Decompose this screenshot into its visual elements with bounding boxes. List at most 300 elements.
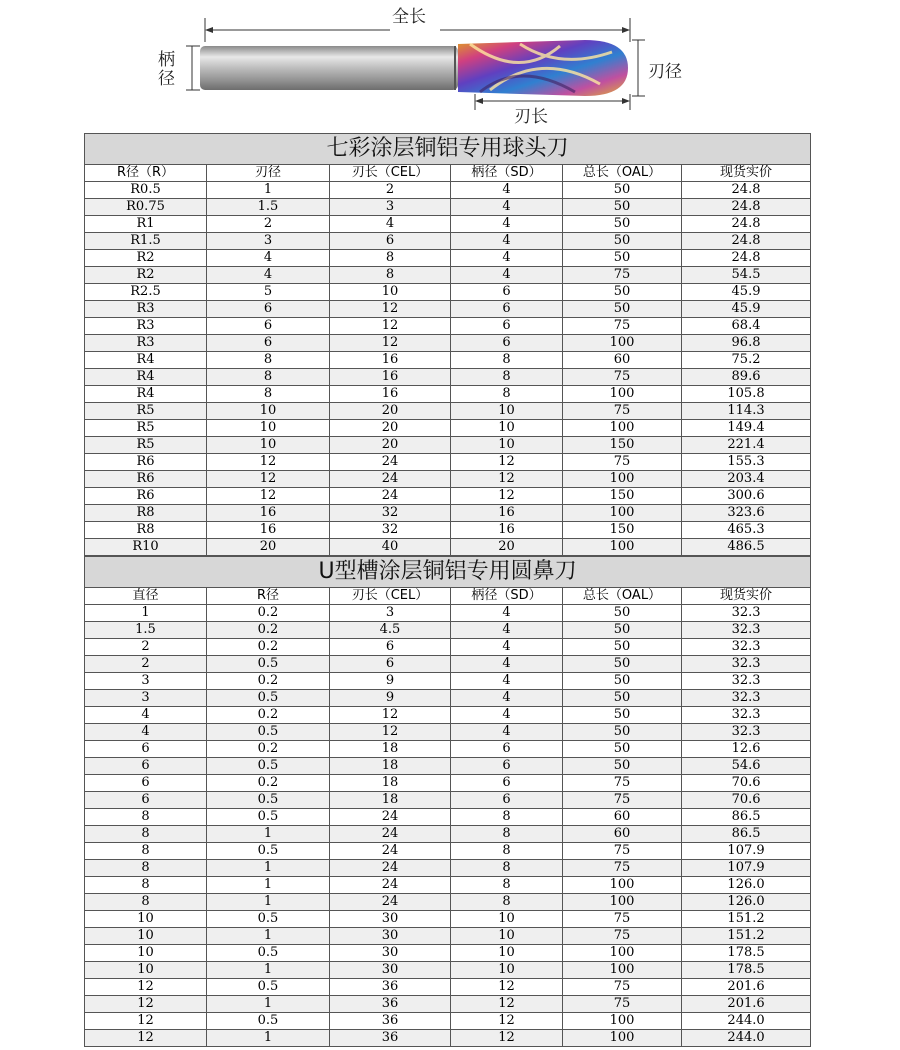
table-cell: 8 (207, 369, 330, 386)
table-cell: 10 (85, 911, 207, 928)
table-cell: 10 (451, 945, 563, 962)
table-cell: 4 (207, 250, 330, 267)
table-cell: 4 (451, 182, 563, 199)
table-cell: 75 (563, 928, 682, 945)
table-cell: 6 (451, 741, 563, 758)
table-row (85, 335, 811, 352)
table-cell: 24 (330, 843, 451, 860)
table-row (85, 792, 811, 809)
table-row (85, 284, 811, 301)
table-cell: 201.6 (682, 996, 811, 1013)
table-cell: 1.5 (207, 199, 330, 216)
column-header: 柄径（SD） (451, 588, 563, 605)
table-cell: 50 (563, 605, 682, 622)
table-cell: 149.4 (682, 420, 811, 437)
table-cell: 10 (85, 928, 207, 945)
table-cell: 12 (451, 1030, 563, 1047)
table-cell: 1 (207, 928, 330, 945)
table-cell: 4 (451, 690, 563, 707)
table-cell: 4 (451, 656, 563, 673)
table-cell: 18 (330, 792, 451, 809)
table-cell: 6 (330, 656, 451, 673)
table-cell: 36 (330, 979, 451, 996)
table-cell: 12 (451, 454, 563, 471)
table-cell: 2 (207, 216, 330, 233)
corner-radius-table-title: U型槽涂层铜铝专用圆鼻刀 (85, 557, 811, 588)
table-cell: 6 (451, 792, 563, 809)
table-row (85, 877, 811, 894)
table-cell: 100 (563, 1030, 682, 1047)
table-cell: 8 (451, 860, 563, 877)
table-cell: 6 (330, 233, 451, 250)
table-cell: 8 (85, 877, 207, 894)
table-cell: 50 (563, 622, 682, 639)
table-cell: 24.8 (682, 199, 811, 216)
table-cell: 10 (451, 911, 563, 928)
ball-nose-table-title: 七彩涂层铜铝专用球头刀 (85, 134, 811, 165)
table-cell: 24 (330, 471, 451, 488)
table-cell: 4.5 (330, 622, 451, 639)
table-cell: 75 (563, 369, 682, 386)
table-cell: 8 (85, 809, 207, 826)
table-cell: 8 (451, 809, 563, 826)
table-cell: 1.5 (85, 622, 207, 639)
table-cell: 9 (330, 673, 451, 690)
table-cell: R8 (85, 522, 207, 539)
table-cell: R6 (85, 454, 207, 471)
table-cell: 32.3 (682, 656, 811, 673)
table-cell: 12 (330, 724, 451, 741)
table-cell: 10 (207, 420, 330, 437)
table-cell: 36 (330, 996, 451, 1013)
table-cell: 6 (451, 775, 563, 792)
table-cell: 0.5 (207, 911, 330, 928)
table-cell: 24 (330, 860, 451, 877)
table-row (85, 758, 811, 775)
table-cell: 8 (451, 877, 563, 894)
table-cell: 0.2 (207, 673, 330, 690)
table-row (85, 996, 811, 1013)
table-cell: 151.2 (682, 928, 811, 945)
table-cell: R6 (85, 471, 207, 488)
table-cell: 6 (85, 792, 207, 809)
table-cell: 40 (330, 539, 451, 556)
table-cell: 1 (207, 1030, 330, 1047)
table-cell: 32 (330, 522, 451, 539)
table-cell: 0.5 (207, 758, 330, 775)
table-cell: 24 (330, 877, 451, 894)
table-cell: R1.5 (85, 233, 207, 250)
table-row (85, 437, 811, 454)
table-row (85, 945, 811, 962)
table-cell: 12 (451, 488, 563, 505)
table-cell: 0.5 (207, 945, 330, 962)
table-row (85, 539, 811, 556)
table-cell: 32.3 (682, 639, 811, 656)
table-cell: R2.5 (85, 284, 207, 301)
table-cell: 16 (451, 505, 563, 522)
table-cell: 50 (563, 199, 682, 216)
table-cell: 8 (451, 826, 563, 843)
table-cell: 107.9 (682, 860, 811, 877)
table-cell: R4 (85, 386, 207, 403)
table-cell: 32.3 (682, 622, 811, 639)
table-row (85, 1013, 811, 1030)
table-cell: 12 (330, 301, 451, 318)
table-cell: 45.9 (682, 284, 811, 301)
table-cell: 465.3 (682, 522, 811, 539)
column-header: R径 (207, 588, 330, 605)
table-cell: 30 (330, 945, 451, 962)
table-cell: 4 (207, 267, 330, 284)
table-cell: 16 (330, 352, 451, 369)
table-cell: R8 (85, 505, 207, 522)
table-cell: 60 (563, 352, 682, 369)
table-cell: 20 (207, 539, 330, 556)
table-cell: 50 (563, 182, 682, 199)
table-cell: 75 (563, 792, 682, 809)
table-cell: 0.5 (207, 809, 330, 826)
table-cell: 24 (330, 894, 451, 911)
table-cell: 4 (451, 639, 563, 656)
table-cell: R5 (85, 403, 207, 420)
table-cell: 0.2 (207, 639, 330, 656)
table-cell: 150 (563, 488, 682, 505)
end-mill-diagram (0, 0, 900, 130)
table-cell: 75 (563, 843, 682, 860)
table-row (85, 741, 811, 758)
table-cell: 86.5 (682, 809, 811, 826)
table-cell: 100 (563, 471, 682, 488)
table-cell: 8 (330, 267, 451, 284)
table-row (85, 352, 811, 369)
table-cell: 244.0 (682, 1030, 811, 1047)
table-cell: 10 (207, 437, 330, 454)
table-cell: 100 (563, 877, 682, 894)
table-cell: 50 (563, 758, 682, 775)
table-cell: 86.5 (682, 826, 811, 843)
table-row (85, 843, 811, 860)
table-cell: 150 (563, 522, 682, 539)
table-cell: 75.2 (682, 352, 811, 369)
table-cell: 155.3 (682, 454, 811, 471)
table-cell: 4 (85, 707, 207, 724)
table-cell: 4 (451, 216, 563, 233)
table-cell: R2 (85, 250, 207, 267)
table-cell: 12 (85, 996, 207, 1013)
cutting-diameter-label: 刃径 (648, 62, 682, 82)
table-row (85, 182, 811, 199)
table-cell: 30 (330, 928, 451, 945)
table-cell: 178.5 (682, 962, 811, 979)
table-cell: 10 (451, 420, 563, 437)
table-cell: 75 (563, 454, 682, 471)
table-cell: 45.9 (682, 301, 811, 318)
table-cell: 20 (330, 437, 451, 454)
table-row (85, 673, 811, 690)
table-cell: 10 (451, 437, 563, 454)
table-cell: 50 (563, 639, 682, 656)
table-cell: R3 (85, 335, 207, 352)
table-cell: 0.5 (207, 979, 330, 996)
table-cell: 100 (563, 962, 682, 979)
table-cell: 16 (207, 505, 330, 522)
table-cell: 100 (563, 894, 682, 911)
table-row (85, 420, 811, 437)
column-header: 刃长（CEL） (330, 165, 451, 182)
table-cell: 8 (85, 860, 207, 877)
table-cell: 32.3 (682, 673, 811, 690)
table-cell: 10 (85, 962, 207, 979)
table-cell: 3 (207, 233, 330, 250)
table-cell: 1 (85, 605, 207, 622)
table-cell: 8 (451, 369, 563, 386)
table-cell: 6 (451, 284, 563, 301)
table-cell: 10 (207, 403, 330, 420)
table-cell: 6 (85, 758, 207, 775)
table-cell: 3 (85, 673, 207, 690)
table-row (85, 386, 811, 403)
table-cell: 0.5 (207, 690, 330, 707)
table-row (85, 860, 811, 877)
table-cell: 32 (330, 505, 451, 522)
table-cell: 0.5 (207, 656, 330, 673)
end-mill-illustration (0, 0, 900, 130)
table-cell: 126.0 (682, 894, 811, 911)
table-cell: 75 (563, 267, 682, 284)
table-cell: 36 (330, 1030, 451, 1047)
table-cell: 60 (563, 826, 682, 843)
table-cell: 178.5 (682, 945, 811, 962)
table-cell: 12 (85, 1030, 207, 1047)
table-cell: 12 (451, 979, 563, 996)
table-cell: 12 (330, 335, 451, 352)
table-cell: 8 (330, 250, 451, 267)
table-cell: 6 (85, 775, 207, 792)
table-cell: 4 (451, 707, 563, 724)
table-cell: 8 (451, 386, 563, 403)
table-cell: 2 (330, 182, 451, 199)
shank-diameter-label: 柄径 (154, 50, 174, 88)
table-cell: 24.8 (682, 182, 811, 199)
table-cell: R5 (85, 420, 207, 437)
table-cell: 75 (563, 911, 682, 928)
table-cell: 6 (451, 301, 563, 318)
table-cell: 100 (563, 945, 682, 962)
table-cell: 151.2 (682, 911, 811, 928)
table-cell: 1 (207, 860, 330, 877)
table-row (85, 979, 811, 996)
table-cell: 89.6 (682, 369, 811, 386)
table-row (85, 471, 811, 488)
table-cell: 4 (451, 199, 563, 216)
column-header: 刃径 (207, 165, 330, 182)
table-cell: 8 (85, 843, 207, 860)
table-cell: 30 (330, 962, 451, 979)
table-row (85, 522, 811, 539)
table-cell: R10 (85, 539, 207, 556)
table-cell: 30 (330, 911, 451, 928)
table-cell: 486.5 (682, 539, 811, 556)
table-cell: 54.6 (682, 758, 811, 775)
table-cell: 50 (563, 656, 682, 673)
table-cell: 18 (330, 758, 451, 775)
table-row (85, 301, 811, 318)
table-cell: 12 (207, 488, 330, 505)
table-cell: 4 (451, 233, 563, 250)
table-cell: 6 (207, 318, 330, 335)
column-header: 刃长（CEL） (330, 588, 451, 605)
table-cell: R6 (85, 488, 207, 505)
table-cell: 6 (207, 335, 330, 352)
table-cell: 105.8 (682, 386, 811, 403)
table-cell: 68.4 (682, 318, 811, 335)
table-cell: 12 (85, 979, 207, 996)
table-cell: 0.5 (207, 1013, 330, 1030)
table-cell: 8 (207, 352, 330, 369)
table-cell: 0.2 (207, 775, 330, 792)
table-cell: R4 (85, 352, 207, 369)
table-row (85, 809, 811, 826)
table-cell: R2 (85, 267, 207, 284)
table-cell: 126.0 (682, 877, 811, 894)
table-row (85, 622, 811, 639)
table-cell: 1 (207, 996, 330, 1013)
table-cell: 8 (85, 826, 207, 843)
table-cell: 18 (330, 741, 451, 758)
table-cell: 150 (563, 437, 682, 454)
table-cell: 75 (563, 996, 682, 1013)
table-row (85, 724, 811, 741)
table-cell: 6 (451, 335, 563, 352)
table-row (85, 911, 811, 928)
table-cell: 100 (563, 420, 682, 437)
table-cell: 10 (451, 928, 563, 945)
column-header: 总长（OAL） (563, 165, 682, 182)
table-cell: 50 (563, 284, 682, 301)
table-cell: 32.3 (682, 707, 811, 724)
table-cell: 24.8 (682, 233, 811, 250)
table-row (85, 233, 811, 250)
table-cell: 32.3 (682, 724, 811, 741)
table-cell: 8 (85, 894, 207, 911)
table-cell: 2 (85, 639, 207, 656)
table-cell: 10 (451, 403, 563, 420)
table-cell: 4 (451, 605, 563, 622)
table-cell: 0.5 (207, 843, 330, 860)
table-cell: 75 (563, 775, 682, 792)
table-cell: 100 (563, 539, 682, 556)
table-cell: 75 (563, 860, 682, 877)
table-cell: 50 (563, 673, 682, 690)
table-cell: 20 (330, 420, 451, 437)
table-row (85, 216, 811, 233)
table-cell: 12 (330, 318, 451, 335)
table-cell: 4 (451, 724, 563, 741)
table-cell: 1 (207, 962, 330, 979)
table-cell: 50 (563, 216, 682, 233)
table-cell: 50 (563, 724, 682, 741)
table-cell: 0.5 (207, 792, 330, 809)
table-cell: 100 (563, 386, 682, 403)
table-cell: 1 (207, 826, 330, 843)
table-cell: 50 (563, 301, 682, 318)
column-header: 总长（OAL） (563, 588, 682, 605)
table-cell: 3 (330, 199, 451, 216)
table-cell: 4 (451, 250, 563, 267)
table-cell: 20 (330, 403, 451, 420)
table-cell: R4 (85, 369, 207, 386)
table-row (85, 707, 811, 724)
table-cell: 3 (85, 690, 207, 707)
column-header: 现货实价 (682, 588, 811, 605)
table-cell: 6 (330, 639, 451, 656)
table-cell: 16 (330, 369, 451, 386)
table-cell: 24 (330, 809, 451, 826)
table-cell: R3 (85, 318, 207, 335)
table-cell: 8 (451, 894, 563, 911)
table-cell: 10 (330, 284, 451, 301)
table-cell: R5 (85, 437, 207, 454)
table-cell: 8 (207, 386, 330, 403)
table-cell: 203.4 (682, 471, 811, 488)
table-row (85, 1030, 811, 1047)
table-row (85, 267, 811, 284)
table-cell: 6 (451, 318, 563, 335)
table-row (85, 250, 811, 267)
table-cell: 75 (563, 979, 682, 996)
table-cell: 12 (207, 471, 330, 488)
table-cell: R0.75 (85, 199, 207, 216)
table-cell: 4 (451, 673, 563, 690)
table-cell: 201.6 (682, 979, 811, 996)
corner-radius-table (84, 556, 811, 1047)
table-cell: 244.0 (682, 1013, 811, 1030)
table-cell: 24 (330, 826, 451, 843)
table-row (85, 690, 811, 707)
table-cell: R1 (85, 216, 207, 233)
table-cell: 12 (207, 454, 330, 471)
table-cell: 4 (451, 267, 563, 284)
table-row (85, 928, 811, 945)
table-cell: 100 (563, 1013, 682, 1030)
table-cell: 75 (563, 403, 682, 420)
table-cell: 18 (330, 775, 451, 792)
table-cell: 12 (85, 1013, 207, 1030)
table-cell: 4 (330, 216, 451, 233)
table-row (85, 505, 811, 522)
ball-nose-table (84, 133, 811, 556)
table-cell: 16 (207, 522, 330, 539)
table-cell: 54.5 (682, 267, 811, 284)
table-cell: 0.2 (207, 741, 330, 758)
table-row (85, 775, 811, 792)
table-cell: 50 (563, 707, 682, 724)
table-cell: 2 (85, 656, 207, 673)
table-cell: 300.6 (682, 488, 811, 505)
table-cell: 5 (207, 284, 330, 301)
table-row (85, 656, 811, 673)
table-cell: 221.4 (682, 437, 811, 454)
table-cell: 75 (563, 318, 682, 335)
table-cell: 1 (207, 182, 330, 199)
table-cell: 12 (451, 1013, 563, 1030)
table-cell: 10 (451, 962, 563, 979)
table-cell: 4 (451, 622, 563, 639)
table-cell: 20 (451, 539, 563, 556)
table-row (85, 488, 811, 505)
table-row (85, 369, 811, 386)
